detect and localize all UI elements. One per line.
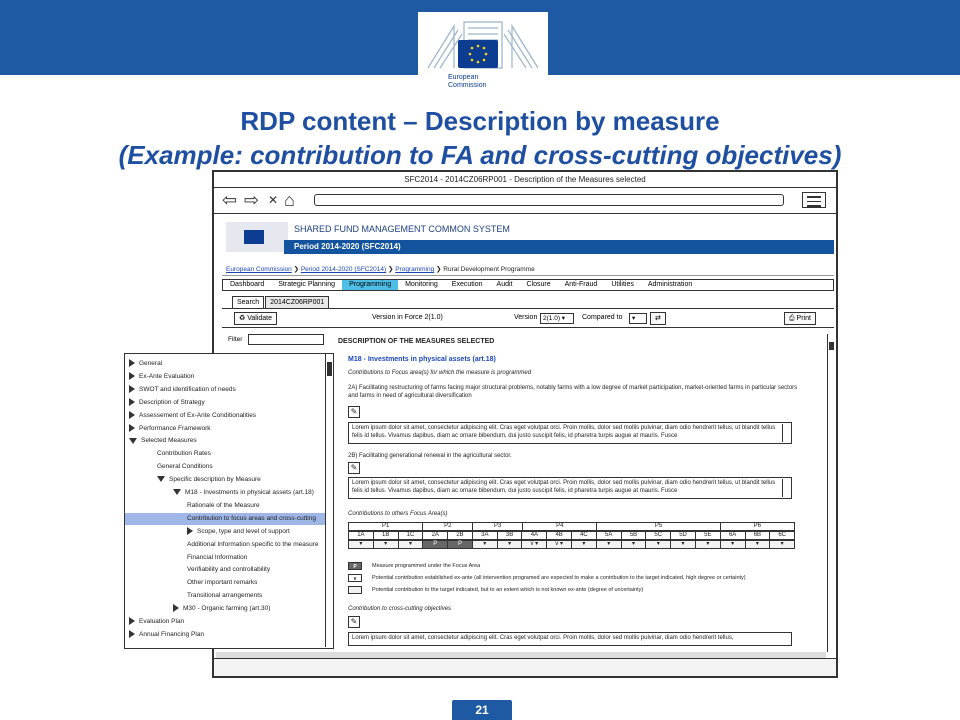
fa-2b: 2B — [447, 531, 473, 540]
collapse-triangle-icon[interactable] — [129, 438, 137, 444]
fa-select[interactable]: ▾ — [621, 540, 647, 549]
menu-anti-fraud[interactable]: Anti-Fraud — [564, 281, 598, 288]
measure-content — [334, 334, 820, 652]
fa-4c: 4C — [571, 531, 597, 540]
compare-select[interactable]: ▾ — [629, 313, 647, 324]
tree-item-label: Specific description by Measure — [169, 476, 261, 484]
compared-to-label: Compared to — [582, 314, 623, 321]
fa-select[interactable]: ▾ — [645, 540, 671, 549]
scroll-thumb[interactable] — [829, 342, 834, 350]
fa-1a: 1A — [348, 531, 374, 540]
printer-icon: ⎙ — [789, 315, 797, 322]
menu-strategic-planning[interactable]: Strategic Planning — [278, 281, 336, 288]
tree-item-label: Financial Information — [187, 553, 248, 561]
priority-p1: P1 — [348, 522, 423, 531]
tree-item-label: Scope, type and level of support — [197, 527, 290, 535]
main-menu — [222, 279, 834, 291]
fa-1b: 1B — [373, 531, 399, 540]
tree-item-label: Annual Financing Plan — [139, 630, 205, 638]
chevron-right-icon: ❯ — [387, 266, 396, 273]
focus-area-select-row — [348, 540, 794, 549]
tree-item[interactable] — [173, 603, 270, 615]
fa-select[interactable]: ▾ — [769, 540, 795, 549]
cross-cutting-textarea[interactable]: Lorem ipsum dolor sit amet, consectetur adipiscing elit. Cras eget volutpat orci. Proin mollis, dolor sed mollis pulvinar, diam odio hendrerit tellus, — [348, 632, 792, 646]
ec-logo — [418, 12, 548, 98]
content-scrollbar[interactable] — [827, 334, 835, 652]
priority-p5: P5 — [596, 522, 720, 531]
chevron-right-icon: ❯ — [436, 266, 444, 273]
tree-item-label: Assessement of Ex-Ante Conditionalities — [139, 411, 257, 419]
fa-6b: 6B — [745, 531, 771, 540]
menu-closure[interactable]: Closure — [526, 281, 551, 288]
tree-item[interactable] — [157, 474, 261, 486]
url-input[interactable] — [314, 194, 784, 206]
cross-cutting-label: Contribution to cross-cutting objectives — [348, 606, 452, 612]
collapse-triangle-icon[interactable] — [157, 476, 165, 482]
shuffle-icon: ⇄ — [655, 315, 661, 322]
tree-item[interactable] — [187, 526, 290, 538]
expand-triangle-icon[interactable] — [173, 604, 179, 612]
expand-triangle-icon[interactable] — [129, 424, 135, 432]
tab-programme[interactable]: 2014CZ06RP001 — [265, 296, 329, 308]
tree-item-label: Other important remarks — [187, 579, 258, 587]
edit-icon[interactable]: ✎ — [348, 616, 360, 628]
filter-input[interactable] — [248, 334, 324, 345]
tree-item[interactable] — [129, 358, 162, 370]
priority-row — [348, 522, 794, 531]
others-fa-label: Contributions to others Focus Area(s) — [348, 511, 448, 517]
home-icon[interactable]: ⌂ — [284, 190, 295, 210]
fa-select[interactable]: ▾ — [670, 540, 696, 549]
content-title: DESCRIPTION OF THE MEASURES SELECTED — [338, 338, 495, 345]
fa-6c: 6C — [769, 531, 795, 540]
fa-select[interactable]: ▾ — [398, 540, 424, 549]
expand-triangle-icon[interactable] — [129, 398, 135, 406]
fa-select[interactable]: ▾ — [497, 540, 523, 549]
tree-item-label: Selected Measures — [141, 437, 197, 445]
legend-programmed: P Measure programmed under the Focus Area — [348, 562, 480, 570]
fa-2a-text: 2A) Facilitating restructuring of farms facing major structural problems, notably farms with a low degree of market participation, market-oriented farms in particular sectors and farms in need of agricultural diversification — [348, 385, 798, 399]
textarea-scrollbar[interactable] — [782, 479, 790, 497]
fa-select[interactable]: ▾ — [745, 540, 771, 549]
menu-administration[interactable]: Administration — [647, 281, 693, 288]
window-title: SFC2014 - 2014CZ06RP001 - Description of the Measures selected — [214, 172, 836, 188]
tree-item-label: Contribution to focus areas and cross-cutting — [187, 514, 316, 522]
expand-triangle-icon[interactable] — [129, 385, 135, 393]
tree-item-label: M18 - Investments in physical assets (art.18) — [185, 489, 314, 496]
fa-select[interactable]: ▾ — [348, 540, 374, 549]
tree-item[interactable] — [173, 487, 314, 499]
fa-6a: 6A — [720, 531, 746, 540]
tree-item[interactable] — [157, 461, 213, 473]
filter-label: Filter — [228, 336, 243, 343]
tree-item-label: Verifiability and controllability — [187, 566, 271, 574]
sfc-logo — [226, 222, 288, 252]
page-number: 21 — [452, 700, 512, 720]
legend-potential-uncertain: Potential contribution to the target indicated, but to an extent which is not known ex-ante (degree of uncertainty) — [348, 586, 643, 594]
fa-2a-textarea[interactable]: Lorem ipsum dolor sit amet, consectetur adipiscing elit. Cras eget volutpat orci. Proin mollis, dolor sed mollis pulvinar, diam odio hendrerit tellus, ut blandit tellus felis id tellus. Vivamus dapibus, diam ac ornare bibendum, dui justo suscipit felis, id pharetra turpis augue at mauris. Fusce — [348, 422, 792, 444]
fa-4a: 4A — [521, 531, 547, 540]
focus-area-row — [348, 531, 794, 540]
menu-monitoring[interactable]: Monitoring — [405, 281, 438, 288]
tree-item-label: Evaluation Plan — [139, 618, 185, 625]
priority-p2: P2 — [422, 522, 473, 531]
slide-title: RDP content – Description by measure — [240, 106, 720, 136]
menu-execution[interactable]: Execution — [451, 281, 483, 288]
contrib-label: Contributions to Focus area(s) for which the measure is programmed — [348, 370, 532, 376]
breadcrumb-rdp: Rural Development Programme — [443, 266, 535, 273]
tree-item[interactable] — [187, 577, 257, 589]
tree-item-label: Performance Framework — [139, 424, 211, 432]
measure-title: M18 - Investments in physical assets (art.18) — [348, 356, 496, 363]
breadcrumb-period[interactable]: Period 2014-2020 (SFC2014) — [300, 266, 387, 273]
version-label: Version — [514, 314, 538, 321]
edit-icon[interactable]: ✎ — [348, 406, 360, 418]
textarea-scrollbar[interactable] — [782, 424, 790, 442]
tree-item-label: Rationale of the Measure — [187, 501, 260, 509]
tree-item-label: SWOT and identification of needs — [139, 385, 236, 393]
tree-item[interactable] — [187, 500, 260, 512]
forward-arrow-icon[interactable]: ⇨ — [244, 190, 260, 210]
fa-select[interactable]: v ▾ — [521, 540, 547, 549]
validate-button[interactable]: ♻ Validate — [234, 312, 277, 325]
slide-subtitle: (Example: contribution to FA and cross-cutting objectives) — [118, 140, 842, 170]
fa-2b-textarea[interactable]: Lorem ipsum dolor sit amet, consectetur adipiscing elit. Cras eget volutpat orci. Proin mollis, dolor sed mollis pulvinar, diam odio hendrerit tellus, ut blandit tellus felis id tellus. Vivamus dapibus, diam ac ornare bibendum, dui justo suscipit felis, id pharetra turpis augue at mauris. Fusce — [348, 477, 792, 499]
eu-flag-icon — [244, 230, 264, 244]
tree-item[interactable] — [125, 513, 325, 525]
fa-5c: 5C — [645, 531, 671, 540]
expand-triangle-icon[interactable] — [129, 372, 135, 380]
print-button[interactable]: ⎙ Print — [784, 312, 816, 325]
fa-select[interactable]: ▾ — [472, 540, 498, 549]
toolbar — [222, 308, 834, 328]
tree-item[interactable] — [129, 410, 256, 422]
swap-button[interactable] — [650, 312, 666, 325]
fa-select[interactable]: ▾ — [373, 540, 399, 549]
tree-item[interactable] — [129, 423, 211, 435]
tree-item-label: Ex-Ante Evaluation — [139, 372, 195, 380]
menu-audit[interactable]: Audit — [496, 281, 513, 288]
tree-item-label: Additional Information specific to the measure — [187, 540, 319, 548]
ec-logo-text: European Commission — [448, 74, 487, 89]
tree-item[interactable] — [187, 590, 262, 602]
system-name: SHARED FUND MANAGEMENT COMMON SYSTEM — [294, 224, 510, 234]
tree-item[interactable] — [129, 629, 204, 641]
fa-select-programmed[interactable]: P — [422, 540, 448, 549]
edit-icon[interactable]: ✎ — [348, 462, 360, 474]
browser-nav-bar — [214, 188, 836, 214]
tree-item[interactable] — [187, 552, 247, 564]
collapse-triangle-icon[interactable] — [173, 489, 181, 495]
chevron-right-icon: ❯ — [293, 266, 301, 273]
fa-3a: 3A — [472, 531, 498, 540]
fa-2b-text: 2B) Facilitating generational renewal in the agricultural sector. — [348, 453, 512, 459]
tree-item[interactable] — [129, 384, 236, 396]
fa-4b: 4B — [546, 531, 572, 540]
tree-item[interactable] — [129, 435, 197, 447]
tree-item-label: General Conditions — [157, 463, 213, 471]
tree-item-label: M30 - Organic farming (art.30) — [183, 605, 271, 613]
tree-item[interactable] — [129, 616, 184, 628]
period-bar: Period 2014-2020 (SFC2014) — [284, 240, 834, 254]
expand-triangle-icon[interactable] — [129, 411, 135, 419]
hamburger-menu-icon[interactable] — [802, 192, 826, 208]
back-arrow-icon[interactable]: ⇦ — [222, 190, 238, 210]
priority-p6: P6 — [720, 522, 795, 531]
status-bar — [214, 658, 836, 676]
breadcrumb-programming[interactable]: Programming — [395, 266, 435, 273]
tree-item[interactable] — [187, 539, 319, 551]
version-in-force: Version in Force 2(1.0) — [372, 314, 443, 321]
tree-item-label: Description of Strategy — [139, 398, 205, 406]
expand-triangle-icon[interactable] — [187, 527, 193, 535]
recycle-icon: ♻ — [239, 315, 248, 322]
eu-flag-icon — [458, 40, 498, 68]
fa-5a: 5A — [596, 531, 622, 540]
tab-search[interactable]: Search — [232, 296, 264, 308]
expand-triangle-icon[interactable] — [129, 630, 135, 638]
sfc-header — [222, 220, 834, 254]
menu-dashboard[interactable]: Dashboard — [230, 281, 265, 288]
breadcrumb-ec[interactable]: European Commission — [226, 266, 292, 273]
tree-item[interactable] — [129, 371, 194, 383]
fa-select[interactable]: ▾ — [571, 540, 597, 549]
fa-select[interactable]: v ▾ — [546, 540, 572, 549]
fa-2a: 2A — [422, 531, 448, 540]
tab-bar — [232, 296, 330, 308]
fa-select[interactable]: ▾ — [596, 540, 622, 549]
priority-p4: P4 — [522, 522, 597, 531]
tree-item[interactable] — [157, 448, 211, 460]
tree-item[interactable] — [129, 397, 205, 409]
expand-triangle-icon[interactable] — [129, 617, 135, 625]
navigation-tree — [124, 353, 334, 649]
tree-scrollbar[interactable] — [325, 354, 333, 647]
fa-5e: 5E — [695, 531, 721, 540]
tree-item-label: Transitional arrangements — [187, 592, 263, 600]
fa-5d: 5D — [670, 531, 696, 540]
fa-3b: 3B — [497, 531, 523, 540]
version-select[interactable]: 2(1.0) ▾ — [540, 313, 574, 324]
filter-row — [220, 332, 326, 348]
menu-utilities[interactable]: Utilities — [611, 281, 634, 288]
breadcrumb — [222, 264, 834, 276]
fa-select[interactable]: ▾ — [720, 540, 746, 549]
fa-1c: 1C — [398, 531, 424, 540]
tree-item-label: General — [139, 360, 163, 367]
fa-5b: 5B — [621, 531, 647, 540]
tree-item[interactable] — [187, 564, 270, 576]
scroll-thumb[interactable] — [327, 362, 332, 376]
focus-area-table — [348, 522, 794, 549]
menu-programming[interactable]: Programming — [342, 280, 398, 290]
fa-select[interactable]: ▾ — [695, 540, 721, 549]
priority-p3: P3 — [472, 522, 523, 531]
tree-item-label: Contribution Rates — [157, 450, 211, 458]
expand-triangle-icon[interactable] — [129, 359, 135, 367]
fa-select-programmed[interactable]: P — [447, 540, 473, 549]
close-icon[interactable]: ✕ — [268, 193, 279, 207]
legend-potential-certain: v Potential contribution established ex-ante (all intervention programed are expected to make a contribution to the target indicated, high degree or certainty) — [348, 574, 746, 582]
